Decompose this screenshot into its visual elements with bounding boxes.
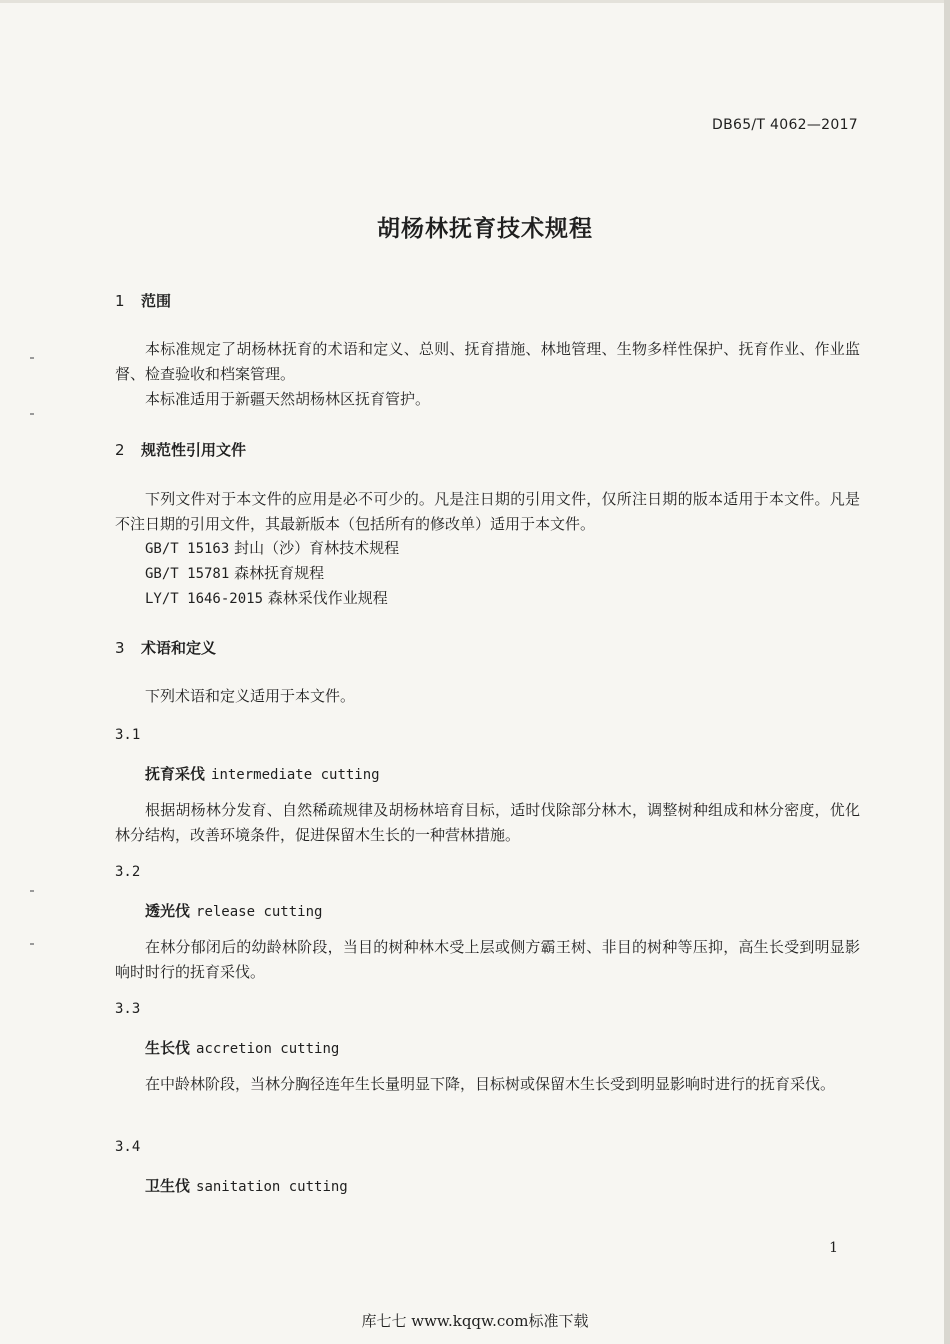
term-en: sanitation cutting	[196, 1179, 348, 1195]
reference-title: 封山（沙）育林技术规程	[234, 539, 400, 557]
section-heading-2	[115, 439, 246, 460]
term-cn: 生长伐	[145, 1039, 191, 1057]
scan-mark	[30, 357, 34, 359]
scan-mark	[30, 413, 34, 415]
clause-number: 3.4	[115, 1139, 141, 1155]
reference-title: 森林采伐作业规程	[267, 589, 388, 607]
section-title: 范围	[141, 292, 172, 310]
reference-item	[145, 537, 399, 558]
clause-number: 3.3	[115, 1001, 141, 1017]
reference-code: LY/T 1646-2015	[145, 591, 264, 607]
scope-applicability: 本标准适用于新疆天然胡杨林区抚育管护。	[145, 390, 431, 408]
reference-title: 森林抚育规程	[234, 564, 325, 582]
term-definition: 根据胡杨林分发育、自然稀疏规律及胡杨林培育目标，适时伐除部分林木，调整树种组成和林分密度，优化林分结构，改善环境条件，促进保留木生长的一种营林措施。	[115, 801, 860, 844]
clause-number: 3.1	[115, 727, 141, 743]
document-title: 胡杨林抚育技术规程	[377, 216, 593, 242]
term-en: release cutting	[196, 904, 323, 920]
reference-code: GB/T 15163	[145, 541, 230, 557]
clause-number: 3.2	[115, 864, 141, 880]
section-number: 1	[115, 292, 125, 310]
term-definition: 在中龄林阶段，当林分胸径连年生长量明显下降，目标树或保留木生长受到明显影响时进行的抚育采伐。	[145, 1075, 836, 1093]
term-entry	[145, 763, 380, 784]
term-entry	[145, 1037, 339, 1058]
section-number: 3	[115, 639, 125, 657]
term-en: intermediate cutting	[211, 767, 380, 783]
references-intro: 下列文件对于本文件的应用是必不可少的。凡是注日期的引用文件，仅所注日期的版本适用于本文件。凡是不注日期的引用文件，其最新版本（包括所有的修改单）适用于本文件。	[115, 490, 860, 533]
section-heading-1	[115, 290, 171, 311]
standard-code: DB65/T 4062—2017	[712, 117, 858, 133]
footer-watermark-link[interactable]: 库七七 www.kqqw.com标准下载	[361, 1312, 589, 1330]
term-cn: 抚育采伐	[145, 765, 206, 783]
section-title: 术语和定义	[141, 639, 217, 657]
scan-edge-right	[944, 0, 950, 1344]
term-cn: 透光伐	[145, 902, 191, 920]
term-entry	[145, 900, 322, 921]
reference-code: GB/T 15781	[145, 566, 230, 582]
term-en: accretion cutting	[196, 1041, 340, 1057]
reference-item	[145, 587, 388, 608]
section-heading-3	[115, 637, 216, 658]
reference-item	[145, 562, 324, 583]
term-cn: 卫生伐	[145, 1177, 191, 1195]
scan-mark	[30, 943, 34, 945]
term-definition: 在林分郁闭后的幼龄林阶段，当目的树种林木受上层或侧方霸王树、非目的树种等压抑，高生长受到明显影响时时行的抚育采伐。	[115, 938, 860, 981]
scan-mark	[30, 890, 34, 892]
scope-paragraph: 本标准规定了胡杨林抚育的术语和定义、总则、抚育措施、林地管理、生物多样性保护、抚育作业、作业监督、检查验收和档案管理。	[115, 340, 860, 383]
section-number: 2	[115, 441, 125, 459]
scan-edge-top	[0, 0, 950, 3]
section-title: 规范性引用文件	[141, 441, 247, 459]
term-entry	[145, 1175, 348, 1196]
page-number: 1	[829, 1240, 838, 1256]
terms-intro: 下列术语和定义适用于本文件。	[145, 687, 356, 705]
